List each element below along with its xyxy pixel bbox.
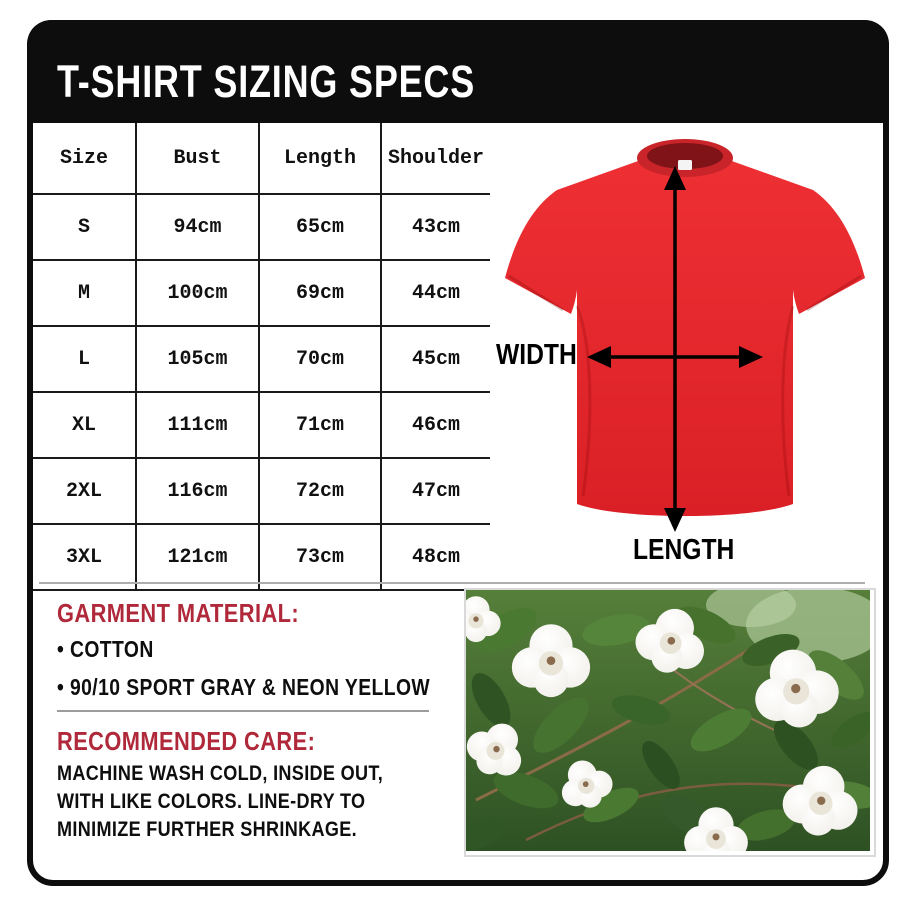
size-table-cell: 2XL (65, 479, 102, 503)
material-list (57, 630, 430, 706)
size-table-header-cell: Shoulder (380, 123, 490, 193)
size-table-cell: 46cm (380, 393, 490, 457)
size-table-cell: 100cm (135, 261, 258, 325)
size-table-cell: 73cm (258, 525, 380, 589)
size-table-header-row (33, 123, 490, 193)
material-item: • 90/10 SPORT GRAY & NEON YELLOW (57, 668, 430, 706)
cotton-plant-photo (464, 588, 876, 857)
tshirt-body (505, 151, 865, 516)
size-table-cell: 43cm (380, 195, 490, 259)
size-table-cell: S (77, 215, 90, 239)
size-table-row (33, 259, 490, 325)
size-table-row (33, 457, 490, 523)
size-table-row (33, 391, 490, 457)
page-frame (27, 20, 889, 886)
size-table-cell: 94cm (135, 195, 258, 259)
tshirt-diagram (493, 126, 878, 578)
size-table-header-cell: Bust (135, 123, 258, 193)
size-table-row (33, 325, 490, 391)
cotton-plant-illustration (466, 590, 870, 851)
size-table-cell: 47cm (380, 459, 490, 523)
material-item: • COTTON (57, 630, 430, 668)
page-title: T-SHIRT SIZING SPECS (57, 56, 476, 107)
size-table-cell: 48cm (380, 525, 490, 589)
size-table-cell: 121cm (135, 525, 258, 589)
collar-tag (678, 160, 692, 170)
size-table-header-cell: Length (258, 123, 380, 193)
care-text: MACHINE WASH COLD, INSIDE OUT, WITH LIKE COLORS. LINE-DRY TO MINIMIZE FURTHER SHRINKAGE. (57, 761, 384, 841)
size-table-cell: 72cm (258, 459, 380, 523)
size-table-row (33, 523, 490, 591)
size-table-cell: M (77, 281, 90, 305)
length-label: LENGTH (633, 534, 735, 566)
care-heading: RECOMMENDED CARE: (57, 726, 316, 756)
size-table-cell: 70cm (258, 327, 380, 391)
section-divider (39, 582, 865, 584)
size-table-row (33, 193, 490, 259)
size-table-cell: 65cm (258, 195, 380, 259)
size-table-cell: 69cm (258, 261, 380, 325)
material-care-divider (57, 710, 429, 712)
size-table (33, 123, 490, 591)
width-label: WIDTH (496, 339, 577, 371)
size-table-cell: XL (71, 413, 96, 437)
title-band (27, 20, 889, 123)
size-table-cell: 44cm (380, 261, 490, 325)
size-table-cell: 3XL (65, 545, 102, 569)
size-table-cell: L (77, 347, 90, 371)
size-table-header-cell: Size (59, 146, 108, 170)
size-table-cell: 71cm (258, 393, 380, 457)
material-heading: GARMENT MATERIAL: (57, 598, 300, 628)
size-table-cell: 45cm (380, 327, 490, 391)
size-table-cell: 116cm (135, 459, 258, 523)
size-table-cell: 105cm (135, 327, 258, 391)
size-table-cell: 111cm (135, 393, 258, 457)
